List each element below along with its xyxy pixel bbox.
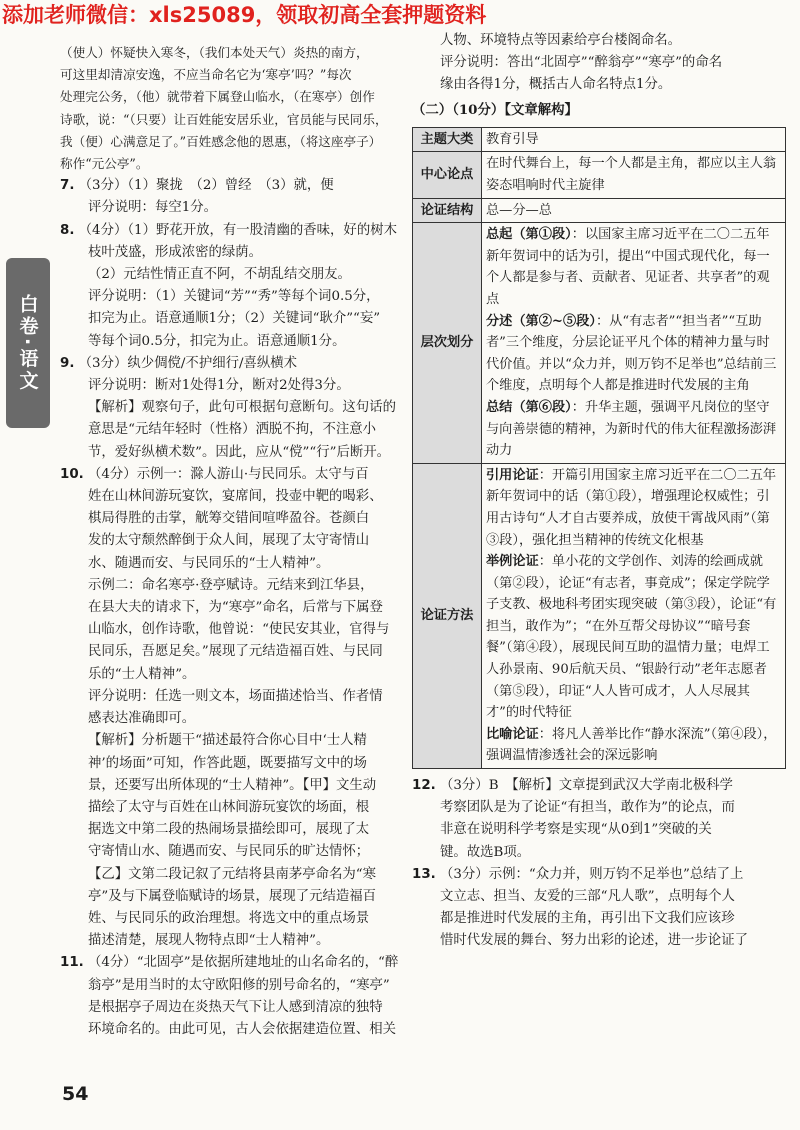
text-line: 都是推进时代发展的主角，再引出下文我们应该珍 — [440, 911, 735, 927]
article-outline-table — [412, 127, 786, 769]
row-label: 中心论点 — [413, 152, 482, 198]
text-line: 文立志、担当、友爱的三部“凡人歌”，点明每个人 — [440, 889, 735, 905]
row-content — [482, 223, 786, 464]
item-text: ：开篇引用国家主席习近平在二〇二五年新年贺词中的话（第①段），增强理论权威性；引用古诗句“人才自古要养成，放使干霄战风雨”（第③段），强化担当精神的传统文化根基 — [486, 467, 777, 548]
answer-q12 — [412, 775, 788, 864]
text-line: 描述清楚，展现人物特点即“士人精神”。 — [88, 933, 330, 949]
right-column — [412, 30, 788, 953]
text-line: 是根据亭子周边在炎热天气下让人感到清凉的独特 — [88, 999, 383, 1015]
item-tag: 举例论证 — [486, 554, 539, 570]
item-tag: 总结（第⑥段） — [486, 399, 572, 415]
question-number: 9. — [60, 355, 75, 371]
layer-item — [486, 397, 781, 462]
text-line: （4分）（1）野花开放，有一股清幽的香味，好的树木 — [78, 222, 397, 238]
answer-q11 — [60, 952, 400, 1041]
text-line: 节，爱好纵横术数”。因此，应从“傥”“行”后断开。 — [88, 444, 391, 460]
text-line: 扣完为止。语意通顺1分；（2）关键词“耿介”“妄” — [88, 311, 381, 327]
item-text: ：将凡人善举比作“静水深流”（第④段），强调温情渗透社会的深远影响 — [486, 726, 777, 764]
item-text: ：以国家主席习近平在二〇二五年新年贺词中的话为引，提出“中国式现代化，每一个人都是参与者、贡献者、见证者、共享者”的观点 — [486, 227, 770, 307]
row-content: 教育引导 — [482, 127, 786, 152]
text-line: （3分）B 【解析】文章提到武汉大学南北极科学 — [440, 778, 733, 794]
text-line: 键。故选B项。 — [440, 844, 531, 860]
outline-row-structure — [413, 198, 786, 223]
question-number: 13. — [412, 866, 436, 882]
outline-row-methods — [413, 463, 786, 768]
text-line: 评分说明：每空1分。 — [88, 200, 218, 216]
method-item — [486, 724, 781, 767]
text-line: 我（便）心满意足了。”百姓感念他的恩惠，（将这座亭子） — [60, 133, 382, 149]
text-line: （使人）怀疑快入寒冬，（我们本处天气）炎热的南方， — [60, 45, 369, 60]
text-line: 非意在说明科学考察是实现“从0到1”突破的关 — [440, 822, 712, 838]
row-content: 总—分—总 — [482, 198, 786, 223]
text-line: 感表达准确即可。 — [88, 711, 196, 727]
text-line: 姓在山林间游玩宴饮，宴席间，投壶中靶的喝彩、 — [88, 489, 383, 505]
text-line: （4分）示例一：滁人游山·与民同乐。太守与百 — [88, 466, 369, 482]
promo-banner: 添加老师微信：xls25089，领取初高全套押题资料 — [2, 3, 487, 27]
item-tag: 引用论证 — [486, 467, 539, 483]
question-number: 10. — [60, 466, 84, 482]
item-text: ：单小花的文学创作、刘涛的绘画成就（第②段），论证“有志者，事竟成”；保定学院学子支教、极地科考团实现突破（第③段），论证“有担当，敢作为”；“在外互帮父母协议”“暗号套餐”（第④段），展现民间互助的温情力量；电焊工人孙景南、90后航天员、“银龄行动”老年志愿者（第⑤段），印证“人人皆可成才，人人尽展其才”的时代特征 — [486, 554, 777, 721]
text-line: 守寄情山水、随遇而安、与民同乐的旷达情怀； — [88, 844, 370, 860]
row-label: 层次划分 — [413, 223, 482, 464]
text-line: 处理完公务，（他）就带着下属登山临水，（在寒亭）创作 — [60, 89, 375, 105]
text-line: 评分说明：答出“北固亭”“醉翁亭”“寒亭”的命名 — [440, 55, 723, 71]
question-number: 11. — [60, 955, 84, 971]
text-line: 据选文中第二段的热闹场景描绘即可，展现了太 — [88, 822, 370, 838]
text-line: 【解析】观察句子，此句可根据句意断句。这句话的 — [88, 400, 396, 416]
answer-q13 — [412, 864, 788, 953]
question-number: 7. — [60, 178, 75, 194]
text-line: 评分说明：（1）关键词“芳”“秀”等每个词0.5分， — [88, 289, 380, 305]
answer-q7 — [60, 175, 400, 219]
text-line: 称作“元公亭”。 — [60, 156, 149, 172]
text-line: （3分）（1）聚拢 （2）曾经 （3）就，便 — [78, 178, 334, 194]
text-line: 诗歌，说：“（只要）让百姓能安居乐业，官员能与民同乐， — [60, 111, 388, 127]
text-line: 缘由各得1分，概括古人命名特点1分。 — [440, 77, 672, 93]
text-line: 惜时代发展的舞台、努力出彩的论述，进一步论证了 — [440, 933, 748, 949]
text-line: 神’的场面”可知，作答此题，既要描写文中的场 — [88, 755, 367, 771]
text-line: 评分说明：任选一则文本，场面描述恰当、作者情 — [88, 688, 383, 704]
text-line: 描绘了太守与百姓在山林间游玩宴饮的场面，根 — [88, 799, 370, 815]
row-content — [482, 463, 786, 768]
row-content: 在时代舞台上，每一个人都是主角，都应以主人翁姿态唱响时代主旋律 — [482, 152, 786, 198]
text-line: 考察团队是为了论证“有担当，敢作为”的论点，而 — [440, 800, 735, 816]
text-line: 评分说明：断对1处得1分，断对2处得3分。 — [88, 378, 350, 394]
text-line: 等每个词0.5分，扣完为止。语意通顺1分。 — [88, 333, 346, 349]
text-line: 民同乐，吾愿足矣。”展现了元结造福百姓、与民同 — [88, 644, 383, 660]
answer-q11-continued — [412, 30, 788, 97]
text-line: 可这里却清凉安逸，不应当命名它为‘寒亭’吗？”每次 — [60, 67, 352, 83]
outline-row-thesis — [413, 152, 786, 198]
text-line: 枝叶茂盛，形成浓密的绿荫。 — [88, 244, 263, 260]
answer-q10 — [60, 464, 400, 952]
row-label: 论证结构 — [413, 198, 482, 223]
question-number: 12. — [412, 778, 436, 794]
text-line: 示例二：命名寒亭·登亭赋诗。元结来到江华县， — [88, 577, 374, 593]
outline-row-layers — [413, 223, 786, 464]
text-line: （2）元结性情正直不阿，不胡乱结交朋友。 — [88, 267, 351, 283]
text-line: 姓、与民同乐的政治理想。将选文中的重点场景 — [88, 910, 370, 926]
text-line: 【解析】分析题干“描述最符合你心目中‘士人精 — [88, 733, 367, 749]
text-line: 山临水，创作诗歌，他曾说：“使民安其业，官得与 — [88, 622, 390, 638]
text-line: 人物、环境特点等因素给亭台楼阁命名。 — [440, 33, 682, 48]
row-label: 主题大类 — [413, 127, 482, 152]
text-line: （3分）示例：“众力并，则万钧不足举也”总结了上 — [440, 866, 744, 882]
text-line: （4分）“北固亭”是依据所建地址的山名命名的，“醉 — [88, 955, 399, 971]
text-line: 景，还要写出所体现的“士人精神”。【甲】文生动 — [88, 777, 377, 793]
text-line: 【乙】文第二段记叙了元结将县南茅亭命名为“寒 — [88, 866, 377, 882]
item-tag: 分述（第②~⑤段） — [486, 313, 596, 329]
method-item — [486, 465, 781, 551]
text-line: 亭”及与下属登临赋诗的场景，展现了元结造福百 — [88, 888, 377, 904]
subject-side-tab — [6, 258, 50, 428]
answer-q9 — [60, 353, 400, 464]
translation-continued — [60, 42, 400, 175]
text-line: 棋局得胜的击掌，觥筹交错间喧哗盈谷。苍颜白 — [88, 511, 370, 527]
text-line: 翁亭”是用当时的太守欧阳修的别号命名的，“寒亭” — [88, 977, 390, 993]
left-column — [60, 42, 400, 1041]
text-line: 意思是“元结年轻时（性格）洒脱不拘，不注意小 — [88, 422, 377, 438]
text-line: 在县大夫的请求下，为“寒亭”命名，后常与下属登 — [88, 600, 383, 616]
outline-row-topic — [413, 127, 786, 152]
answer-q8 — [60, 220, 400, 353]
question-number: 8. — [60, 222, 75, 238]
text-line: （3分）纨少倜傥/不护细行/喜纵横术 — [78, 355, 298, 371]
layer-item — [486, 311, 781, 397]
item-tag: 总起（第①段） — [486, 227, 572, 243]
side-tab-label: 白卷·语文 — [16, 293, 39, 393]
layer-item — [486, 224, 781, 310]
text-line: 乐的“士人精神”。 — [88, 666, 196, 682]
item-text: ：升华主题，强调平凡岗位的坚守与向善崇德的精神，为新时代的伟大征程激扬澎湃动力 — [486, 399, 777, 459]
method-item — [486, 551, 781, 724]
row-label: 论证方法 — [413, 463, 482, 768]
page-number: 54 — [62, 1083, 89, 1105]
text-line: 发的太守颓然醉倒于众人间，展现了太守寄情山 — [88, 533, 370, 549]
text-line: 水、随遇而安、与民同乐的“士人精神”。 — [88, 555, 330, 571]
section-heading: （二）（10分）【文章解构】 — [412, 101, 578, 118]
item-tag: 比喻论证 — [486, 726, 539, 742]
item-text: ：从“有志者”“担当者”“互助者”三个维度，分层论证平凡个体的精神力量与时代价值。并以“众力并，则万钧不足举也”总结前三个维度，点明每个人都是推进时代发展的主角 — [486, 313, 777, 394]
text-line: 环境命名的。由此可见，古人会依据建造位置、相关 — [88, 1021, 396, 1037]
